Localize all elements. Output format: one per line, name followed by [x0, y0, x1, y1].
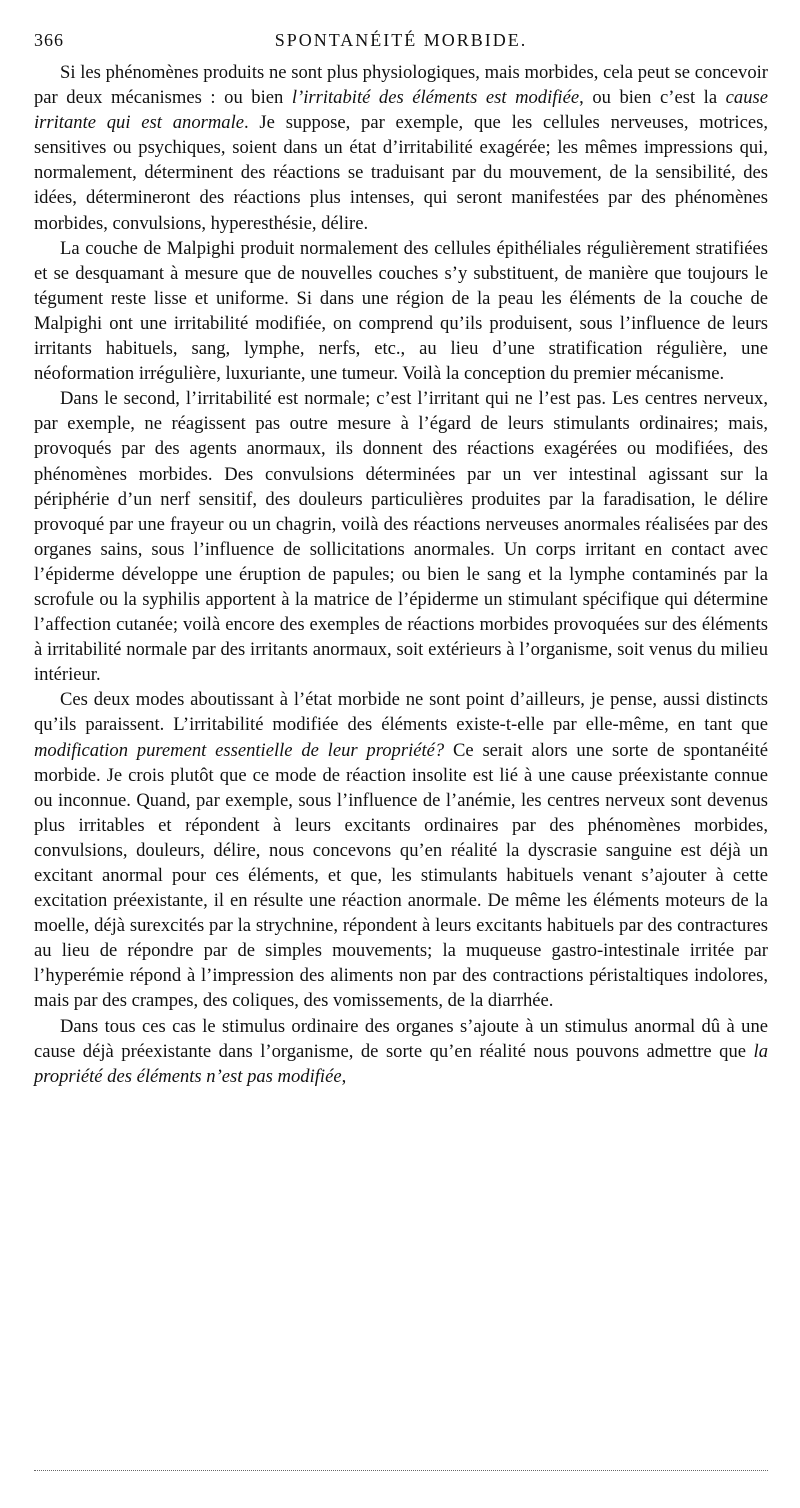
italic-phrase: cause irritante qui est anormale: [34, 87, 768, 134]
page-number: 366: [34, 30, 64, 50]
page-header: [34, 30, 768, 60]
text-run: . Je suppose, par exemple, que les cellules nerveuses, motrices, sensitives ou psychiques, soient dans un état d’irritabilité exagérée; les mêmes impressions qui, normalement, déterminent des réactions se traduisant par du mouvement, de la sensibilité, des idées, détermineront des réactions plus intenses, qui seront manifestées par des phénomènes morbides, convulsions, hyperesthésie, délire.: [34, 112, 768, 234]
text-run: La couche de Malpighi produit normalement des cellules épithéliales régulièrement stratifiées et se desquamant à mesure que de nouvelles couches s’y substituent, de manière que toujours le tégument reste lisse et uniforme. Si dans une région de la peau les éléments de la couche de Malpighi ont une irritabilité modifiée, on comprend qu’ils produisent, sous l’influence de leurs irritants habituels, sang, lymphe, nerfs, etc., au lieu d’une stratification régulière, une néoformation irrégulière, luxuriante, une tumeur. Voilà la conception du premier mécanisme.: [34, 237, 768, 385]
italic-phrase: l’irritabité des éléments est modifiée: [291, 87, 580, 109]
text-run: Dans le second, l’irritabilité est normale; c’est l’irritant qui ne l’est pas. Les centres nerveux, par exemple, ne réagissent pas outre mesure à l’égard de leurs stimulants ordinaires; mais, provoqués par des agents anormaux, ils donnent des réactions exagérées ou modifiées, des phénomènes morbides. Des convulsions déterminées par un ver intestinal agissant sur la périphérie d’un nerf sensitif, des douleurs particulières produites par la faradisation, le délire provoqué par une frayeur ou un chagrin, voilà des réactions nerveuses anormales réalisées par des organes sains, sous l’influence de sollicitations anormales. Un corps irritant en contact avec l’épiderme développe une éruption de papules; ou bien le sang et la lymphe contaminés par la scrofule ou la syphilis apportent à la matrice de l’épiderme un stimulant spécifique qui détermine l’affection cutanée; voilà encore des exemples de réactions morbides provoquées sur des éléments à irritabilité normale par des irritants anormaux, soit extérieurs à l’organisme, soit venus du milieu intérieur.: [34, 388, 768, 686]
text-run: Dans tous ces cas le stimulus ordinaire des organes s’ajoute à un stimulus anormal dû à une cause déjà préexistante dans l’organisme, de sorte qu’en réalité nous pouvons admettre que: [34, 1015, 768, 1062]
text-run: Ces deux modes aboutissant à l’état morbide ne sont point d’ailleurs, je pense, aussi distincts qu’ils paraissent. L’irritabilité modifiée des éléments existe-t-elle par elle-même, en tant que: [34, 689, 768, 736]
body-text: [34, 60, 768, 1089]
text-run: , ou bien c’est la: [579, 87, 726, 109]
book-page: [34, 30, 768, 1089]
footer-dotted-rule: [34, 1470, 768, 1471]
paragraph: [34, 60, 768, 236]
italic-phrase: modification purement essentielle de leur propriété?: [34, 739, 445, 761]
running-title: SPONTANÉITÉ MORBIDE.: [274, 30, 528, 50]
paragraph: [34, 687, 768, 1013]
italic-phrase: la propriété des éléments n’est pas modifiée: [34, 1040, 768, 1087]
paragraph: [34, 1014, 768, 1089]
text-run: Si les phénomènes produits ne sont plus physiologiques, mais morbides, cela peut se concevoir par deux mécanismes : ou bien: [34, 62, 768, 109]
text-run: ,: [341, 1065, 347, 1087]
paragraph: [34, 236, 768, 387]
text-run: Ce serait alors une sorte de spontanéité morbide. Je crois plutôt que ce mode de réaction insolite est lié à une cause préexistante connue ou inconnue. Quand, par exemple, sous l’influence de l’anémie, les centres nerveux sont devenus plus irritables et répondent à leurs excitants ordinaires par des phénomènes morbides, convulsions, douleurs, délire, nous concevons qu’en réalité la dyscrasie sanguine est déjà un excitant anormal pour ces éléments, et que, les stimulants habituels venant s’ajouter à cette excitation préexistante, il en résulte une réaction anormale. De même les éléments moteurs de la moelle, déjà surexcités par la strychnine, répondent à leurs excitants habituels par des contractures au lieu de répondre par de simples mouvements; la muqueuse gastro-intestinale irritée par l’hyperémie répond à l’impression des aliments non par des contractions péristaltiques indolores, mais par des crampes, des coliques, des vomissements, de la diarrhée.: [34, 739, 768, 1012]
paragraph: [34, 386, 768, 687]
